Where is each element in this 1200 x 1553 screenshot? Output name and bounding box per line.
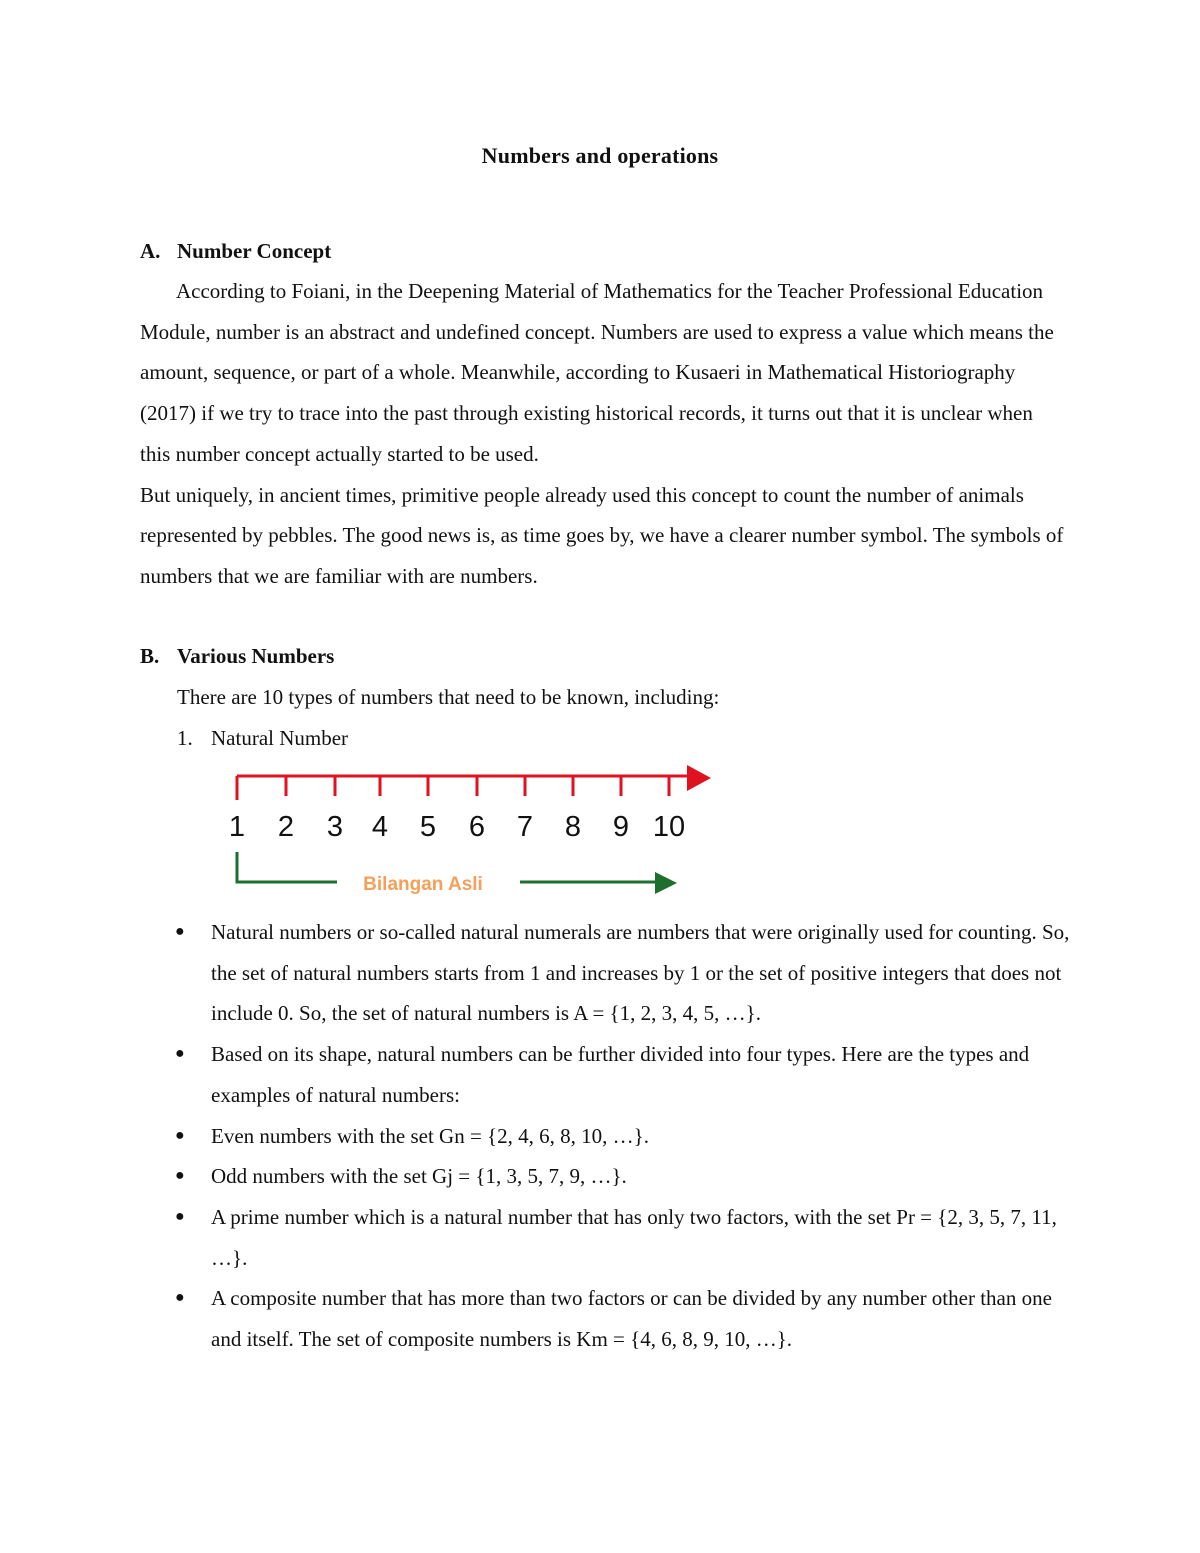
bullet-dot-icon: ●	[175, 1207, 185, 1225]
number-line-tick-label: 3	[326, 811, 344, 843]
section-a-paragraph-2: But uniquely, in ancient times, primitive people already used this concept to count the number of animals represented by pebbles. The good news is, as time goes by, we have a clearer number symbol. The symbols of numbers that we are familiar with are numbers.	[140, 482, 1064, 588]
natural-number-bullet-list	[170, 912, 1070, 1360]
number-line-tick-label: 4	[371, 811, 389, 843]
list-item-number: 1.	[177, 726, 193, 750]
bullet-text: A composite number that has more than two factors or can be divided by any number other than one and itself. The set of composite numbers is Km = {4, 6, 8, 9, 10, …}.	[211, 1286, 1052, 1352]
number-line-labels	[229, 811, 685, 843]
number-line-tick-label: 8	[564, 811, 582, 843]
number-line-caption: Bilangan Asli	[363, 874, 483, 895]
section-b-heading	[140, 641, 334, 671]
section-a-heading	[140, 236, 331, 266]
bullet-item	[170, 1034, 1070, 1115]
list-item-label: Natural Number	[211, 726, 349, 750]
page-title: Numbers and operations	[481, 143, 719, 168]
list-item-natural-number	[177, 723, 348, 753]
number-line-tick-label: 6	[468, 811, 486, 843]
bullet-item	[170, 912, 1070, 1034]
section-a-letter: A.	[140, 239, 161, 263]
bullet-dot-icon: ●	[175, 1126, 185, 1144]
number-line-tick-label: 5	[419, 811, 437, 843]
number-line-ticks	[237, 776, 669, 800]
bullet-text: Even numbers with the set Gn = {2, 4, 6, 8, 10, …}.	[211, 1123, 649, 1148]
section-a-paragraph-1: According to Foiani, in the Deepening Material of Mathematics for the Teacher Professional Education Module, number is an abstract and undefined concept. Numbers are used to express a value which means the amount, sequence, or part of a whole. Meanwhile, according to Kusaeri in Mathematical Historiography (2017) if we try to trace into the past through existing historical records, it turns out that it is unclear when this number concept actually started to be used.	[140, 279, 1054, 466]
section-b-intro: There are 10 types of numbers that need to be known, including:	[177, 685, 720, 709]
section-a-title: Number Concept	[177, 239, 332, 263]
bullet-item	[170, 1278, 1070, 1359]
bullet-dot-icon: ●	[175, 1045, 185, 1063]
number-line-tick-label: 9	[612, 811, 630, 843]
bullet-text: Natural numbers or so-called natural numerals are numbers that were originally used for counting. So, the set of natural numbers starts from 1 and increases by 1 or the set of positive integers that does not include 0. So, the set of natural numbers is A = {1, 2, 3, 4, 5, …}.	[211, 920, 1070, 1026]
bullet-text: A prime number which is a natural number that has only two factors, with the set Pr = {2, 3, 5, 7, 11, …}.	[211, 1204, 1057, 1270]
bullet-dot-icon: ●	[175, 1289, 185, 1307]
bullet-text: Odd numbers with the set Gj = {1, 3, 5, 7, 9, …}.	[211, 1164, 627, 1189]
natural-number-line-figure	[225, 762, 725, 902]
bullet-item	[170, 1116, 1070, 1157]
number-line-tick-label: 7	[516, 811, 534, 843]
bullet-text: Based on its shape, natural numbers can be further divided into four types. Here are the types and examples of natural numbers:	[211, 1042, 1030, 1107]
number-line-tick-label: 10	[652, 811, 686, 843]
bullet-dot-icon: ●	[175, 1167, 185, 1185]
number-line-tick-label: 2	[277, 811, 295, 843]
section-b-letter: B.	[140, 644, 160, 668]
bracket-left-line	[237, 852, 337, 882]
section-a-body	[140, 271, 1065, 597]
number-line-tick-label: 1	[228, 811, 246, 843]
number-line-arrowhead-icon	[687, 765, 711, 791]
bullet-item	[170, 1156, 1070, 1197]
bullet-item	[170, 1197, 1070, 1278]
bracket-arrowhead-icon	[655, 872, 677, 894]
section-b-title: Various Numbers	[177, 644, 335, 668]
bullet-dot-icon: ●	[175, 923, 185, 940]
